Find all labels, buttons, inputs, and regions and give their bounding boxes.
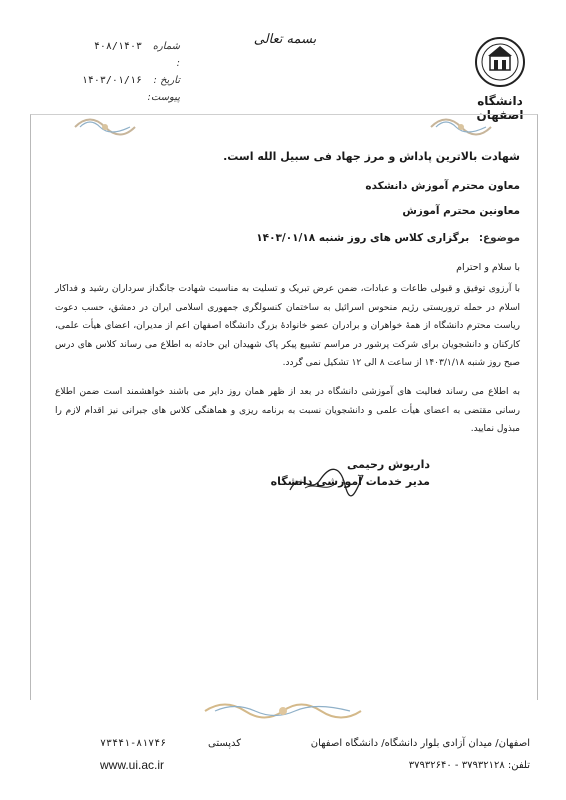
bismillah: بسمه تعالی <box>253 32 317 47</box>
university-emblem-icon <box>472 34 528 92</box>
letter-meta <box>40 38 180 106</box>
number-value: ۴۰۸/۱۴۰۳ <box>93 41 142 52</box>
paragraph-2: به اطلاع می رساند فعالیت های آموزشی دانشگاه در بعد از ظهر همان روز دایر می باشند خواهشمند است ضمن اطلاع رسانی مقتضی به اعضای هیأت علمی و دانشجویان نسبت به برنامه ریزی و هماهنگی کلاس های جبرانی نیز اقدام لازم را مبذول نمایید. <box>55 387 520 434</box>
attachment-row <box>40 89 180 106</box>
date-label: تاریخ : <box>153 75 180 86</box>
website-link[interactable]: www.ui.ac.ir <box>100 758 165 772</box>
number-label: شماره : <box>152 41 180 69</box>
date-value: ۱۴۰۳/۰۱/۱۶ <box>81 75 142 86</box>
recipient-1: معاون محترم آموزش دانشکده <box>365 180 520 192</box>
subject-text: برگزاری کلاس های روز شنبه ۱۴۰۳/۰۱/۱۸ <box>256 232 470 244</box>
bottom-ornament-icon <box>200 698 366 724</box>
subject-label: موضوع: <box>478 232 520 244</box>
attachment-label: پیوست: <box>147 92 180 103</box>
university-name: دانشگاه اصفهان <box>476 94 524 122</box>
date-row <box>40 72 180 89</box>
signer-title: مدیر خدمات آموزشی دانشگاه <box>270 475 430 488</box>
number-row <box>40 38 180 72</box>
postal-code: ۷۳۴۴۱-۸۱۷۴۶ <box>100 738 167 749</box>
postal-code-label: کدپستی <box>208 738 242 749</box>
signer-name: داریوش رحیمی <box>346 458 430 471</box>
subject-line <box>55 232 520 244</box>
footer-phone: تلفن: ۳۷۹۳۲۱۲۸ - ۳۷۹۳۲۶۴۰ <box>408 760 530 771</box>
greeting: با سلام و احترام <box>456 262 520 273</box>
paragraph-1: با آرزوی توفیق و قبولی طاعات و عبادات، ضمن عرض تبریک و تسلیت به مناسبت شهادت جانگداز سرداران رشید و فداکار اسلام در حمله تروریستی رژیم منحوس اسرائیل به ساختمان کنسولگری جمهوری اسلامی ایران در دمشق، حسب دعوت ریاست محترم دانشگاه از همهٔ خواهران و برادران عضو خانوادهٔ بزرگ دانشگاه اصفهان اعم از مدیران، اعضای هیأت علمی، کارکنان و دانشجویان برای شرکت پرشور در مراسم تشییع پیکر پاک شهیدان این حادثه به اطلاع می رساند کلاس های درس صبح روز شنبه ۱۴۰۳/۱/۱۸ از ساعت ۸ الی ۱۲ تشکیل نمی گردد. <box>55 284 520 368</box>
footer-address: اصفهان/ میدان آزادی بلوار دانشگاه/ دانشگاه اصفهان <box>310 738 530 749</box>
recipient-2: معاونین محترم آموزش <box>402 205 520 217</box>
motto: شهادت بالاترین پاداش و مرز جهاد فی سبیل الله است. <box>223 150 520 163</box>
